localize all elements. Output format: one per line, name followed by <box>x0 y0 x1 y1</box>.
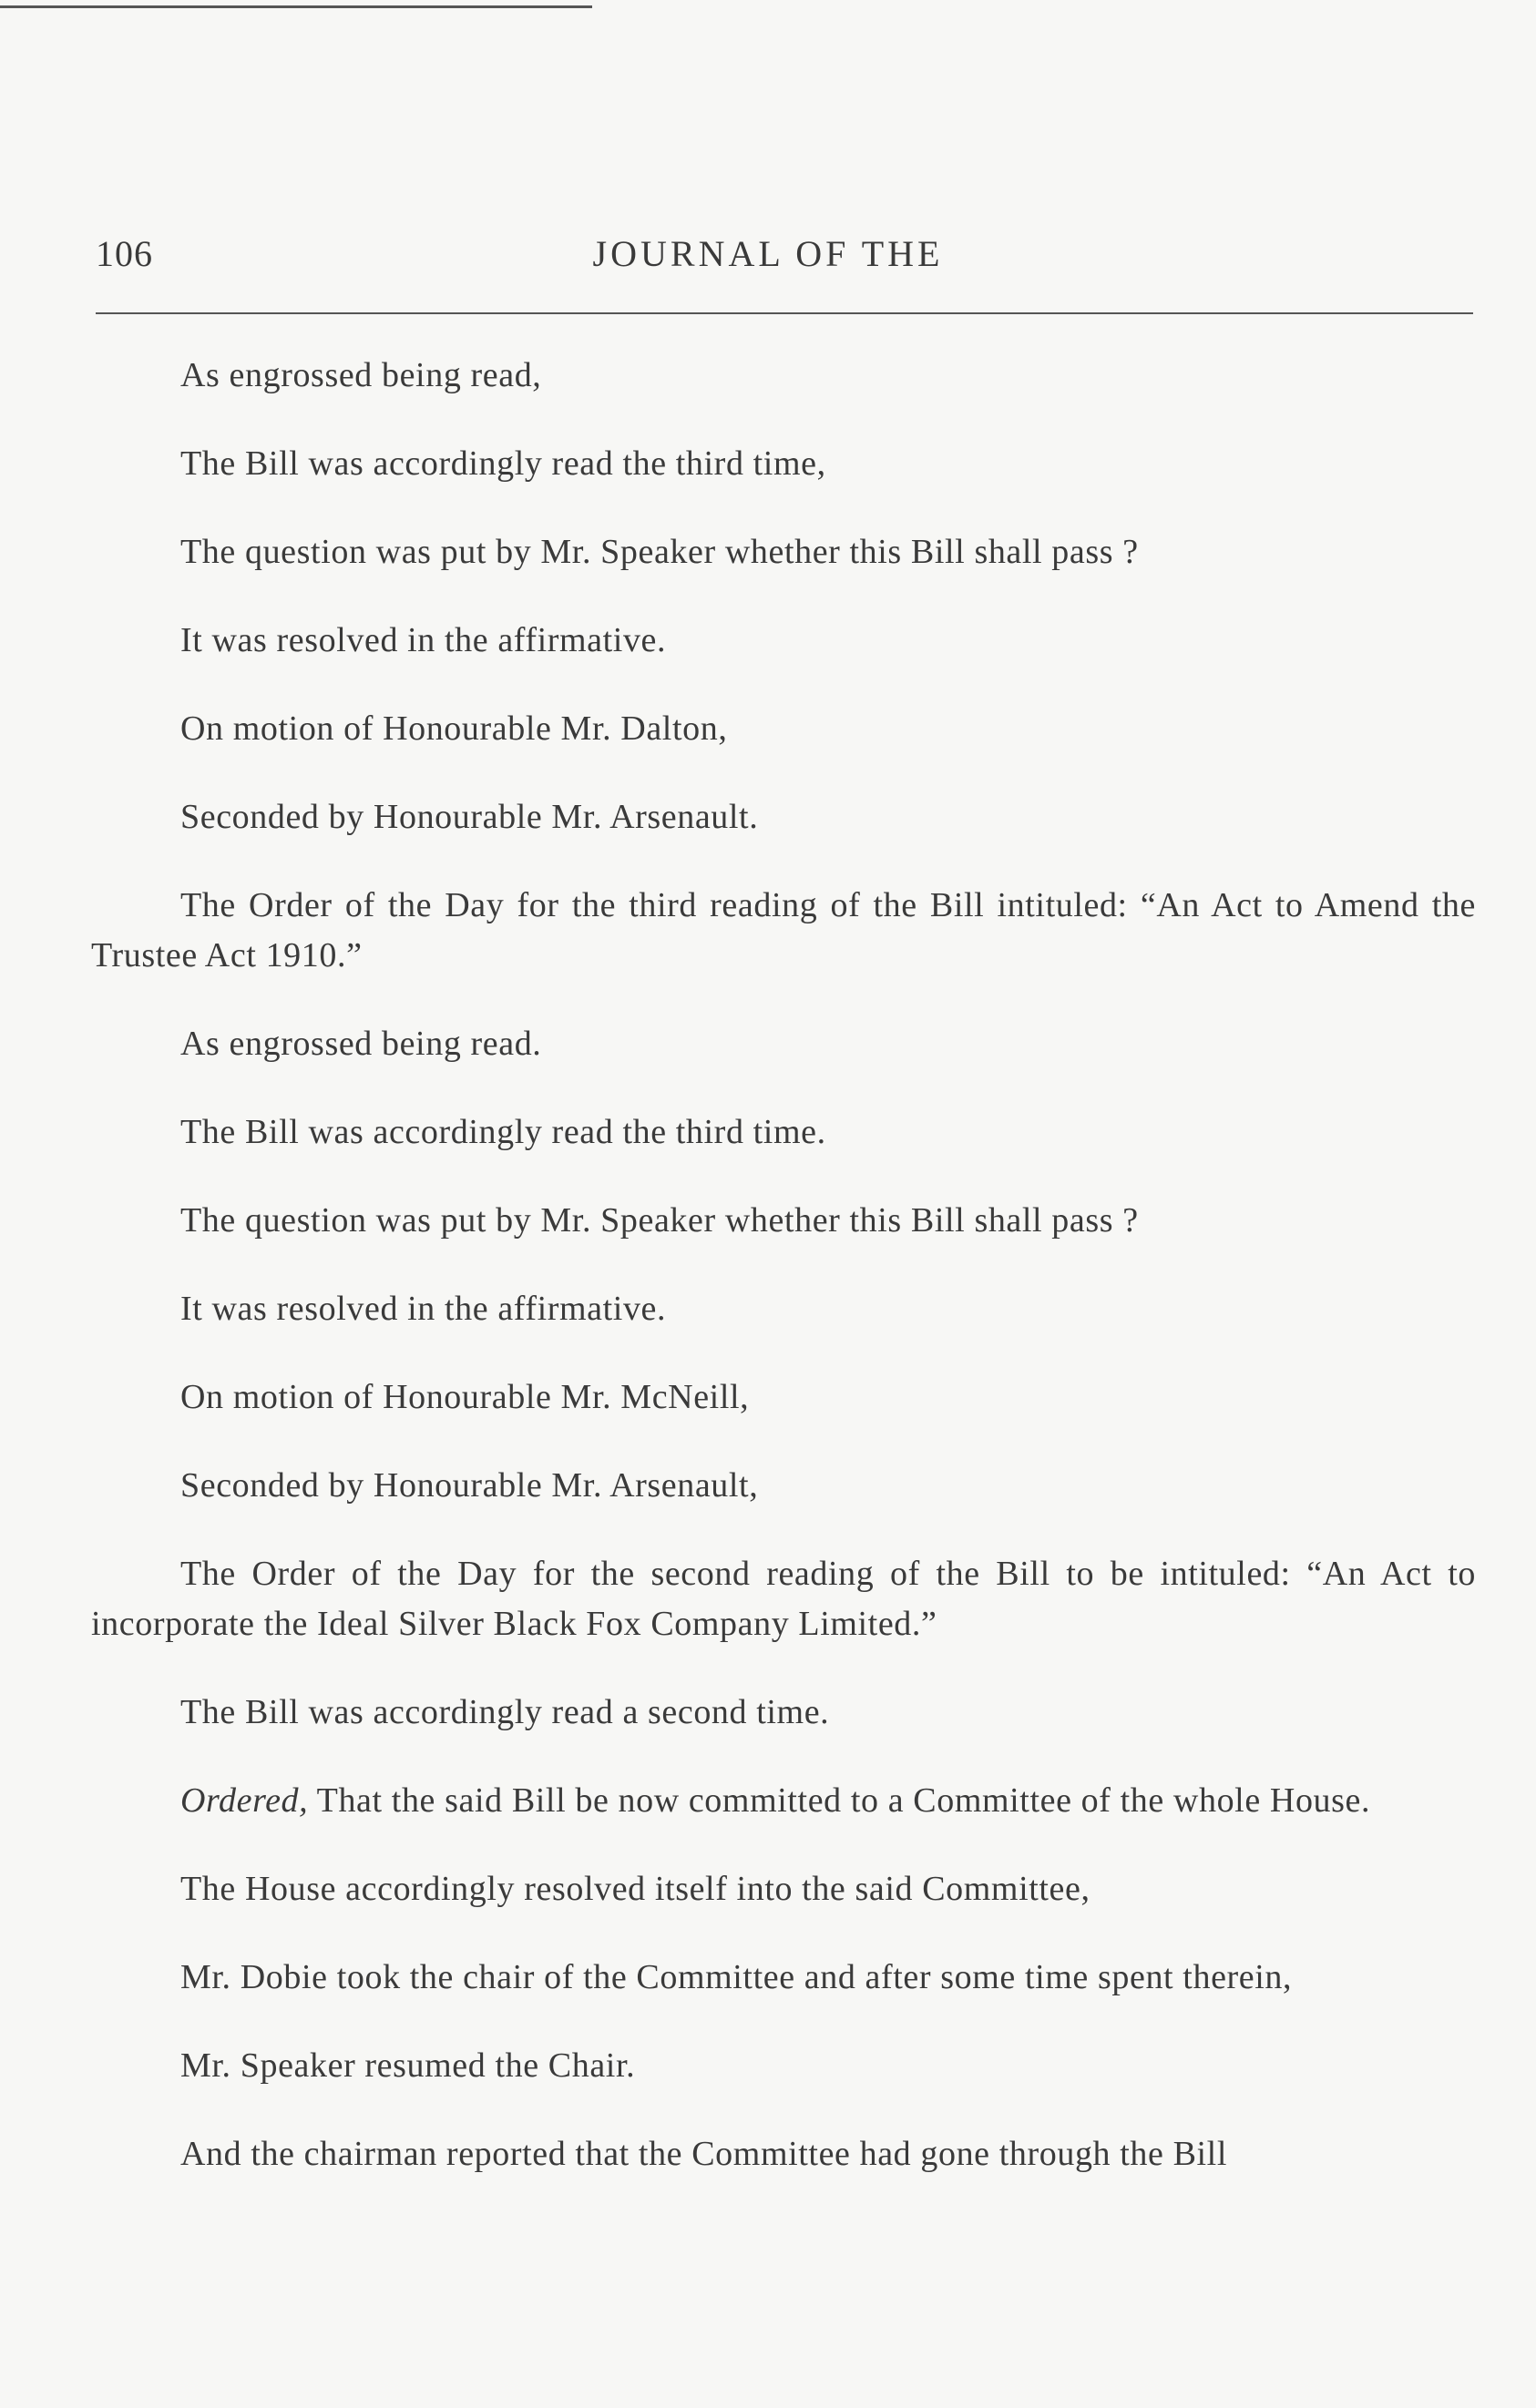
paragraph: Mr. Speaker resumed the Chair. <box>180 2046 636 2085</box>
paragraph: The Bill was accordingly read a second time. <box>180 1693 830 1731</box>
ordered-text: That the said Bill be now committed to a Committee of the whole House. <box>308 1781 1371 1820</box>
ordered-label: Ordered, <box>180 1781 309 1820</box>
paragraph: It was resolved in the affirmative. <box>180 621 667 659</box>
paragraph: As engrossed being read, <box>180 356 542 394</box>
running-title: JOURNAL OF THE <box>592 233 944 274</box>
paragraph: The House accordingly resolved itself into the said Committee, <box>180 1870 1091 1908</box>
ordered-paragraph <box>91 1776 1476 1826</box>
top-edge-rule <box>0 5 592 8</box>
paragraph: On motion of Honourable Mr. McNeill, <box>180 1378 750 1416</box>
paragraph: The question was put by Mr. Speaker whether this Bill shall pass ? <box>180 1201 1139 1240</box>
paragraph: Mr. Dobie took the chair of the Committee and after some time spent therein, <box>180 1958 1293 1996</box>
header-rule <box>96 312 1473 314</box>
paragraph: It was resolved in the affirmative. <box>180 1290 667 1328</box>
paragraph: As engrossed being read. <box>180 1025 542 1063</box>
paragraph: Seconded by Honourable Mr. Arsenault. <box>180 798 759 836</box>
paragraph: The Order of the Day for the third reading of the Bill intituled: “An Act to Amend the Trustee Act 1910.” <box>91 886 1476 974</box>
paragraph: The Bill was accordingly read the third time. <box>180 1113 826 1151</box>
journal-body <box>91 351 1476 2218</box>
paragraph: The Order of the Day for the second reading of the Bill to be intituled: “An Act to incorporate the Ideal Silver Black Fox Company Limited.” <box>91 1555 1476 1643</box>
paragraph: On motion of Honourable Mr. Dalton, <box>180 709 728 748</box>
page-number: 106 <box>96 233 153 274</box>
paragraph: Seconded by Honourable Mr. Arsenault, <box>180 1466 759 1505</box>
paragraph: And the chairman reported that the Committee had gone through the Bill <box>180 2135 1227 2173</box>
paragraph: The question was put by Mr. Speaker whether this Bill shall pass ? <box>180 533 1139 571</box>
paragraph: The Bill was accordingly read the third time, <box>180 444 826 483</box>
